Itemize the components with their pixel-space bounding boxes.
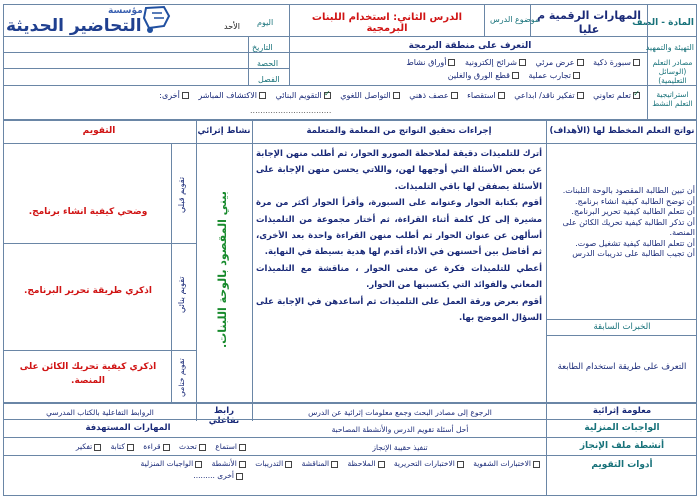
strategy-brainstorm[interactable]: [409, 91, 458, 100]
prior-value: التعرف على طريقة استخدام الطابعة: [557, 362, 687, 372]
procedure-paragraph: أقوم بكتابة الحوار وعنوانه على السبورة، وأقرأ الحوار أكثر من مرة مشيرة إلى كل كلمة أثناء القراءة، ثم أختار مجموعة من التلميذات أسألهن عن عنوان الحوار ثم أطلب منهن القراءة واحدة بعد الأخرى، ثم أفاضل بين أحسنهن في الأداء أقدم لها هدية بسيطة في النهاية.: [256, 198, 542, 258]
divider: [3, 119, 697, 121]
tool-observation[interactable]: [348, 458, 386, 470]
divider: [3, 243, 196, 244]
divider: [547, 319, 697, 320]
checkbox[interactable]: [633, 59, 640, 66]
checkbox[interactable]: [127, 444, 134, 451]
skill-thinking[interactable]: [76, 442, 102, 451]
strategy-language[interactable]: [340, 91, 400, 100]
checkbox[interactable]: [512, 72, 519, 79]
checkbox[interactable]: [573, 72, 580, 79]
tools-label: أدوات التقويم: [591, 460, 653, 470]
resource-label: تجارب عملية: [528, 71, 571, 80]
tools-dots: .........: [193, 471, 215, 480]
prep-label: التهيئة والتمهيد: [645, 43, 694, 52]
procedures-header: إجراءات تحقيق النواتج من المعلمة والمتعلمة: [306, 126, 492, 136]
checkbox[interactable]: [259, 92, 266, 99]
divider: [196, 119, 197, 421]
outcomes-header: نواتج التعلم المخطط لها (الأهداف): [549, 126, 695, 136]
divider: [289, 4, 290, 85]
tools-list: [6, 458, 544, 482]
outcome-item: أن تتعلم الطالبة كيفية تحرير البرنامج.: [571, 207, 695, 216]
checkbox[interactable]: [498, 92, 505, 99]
tool-written[interactable]: [394, 458, 465, 470]
lesson-title: الدرس الثاني: استخدام اللبنات البرمجية: [311, 12, 463, 34]
link-value: الروابط التفاعلية بالكتاب المدرسي: [46, 408, 154, 417]
divider: [547, 335, 697, 336]
divider: [248, 36, 249, 85]
info-label: معلومة إثرائية: [592, 406, 652, 416]
skill-label: قراءة: [143, 442, 161, 451]
skills-label: المهارات المستهدفة: [85, 423, 171, 433]
strategy-inquiry[interactable]: [467, 91, 506, 100]
procedure-paragraph: أقوم بعرض ورقة العمل على التلميذات ثم أساعدهن في الإجابة على السؤال الموضح بها.: [256, 296, 542, 324]
checkbox[interactable]: [199, 444, 206, 451]
file-label: أنشطة ملف الإنجاز: [579, 441, 665, 451]
tool-oral[interactable]: [473, 458, 541, 470]
checkbox[interactable]: [239, 444, 246, 451]
checkbox[interactable]: [519, 59, 526, 66]
divider: [3, 143, 697, 144]
tool-other[interactable]: [193, 470, 244, 482]
checkbox[interactable]: [393, 92, 400, 99]
divider: [3, 455, 697, 456]
checkbox[interactable]: [195, 461, 202, 468]
checkbox[interactable]: [577, 59, 584, 66]
eval-item: وضحي كيفية انشاء برنامج.: [28, 207, 148, 217]
divider: [647, 85, 648, 119]
skills-list: [6, 442, 250, 451]
strategies-list: [6, 91, 644, 100]
strategy-label: التواصل اللغوي: [340, 91, 391, 100]
procedure-paragraph: أترك للتلميذات دقيقة لملاحظة الصورو الحوار، ثم أطلب منهن الإجابة عن بعض الأسئلة التي أوجهها لهن، واللاتي يحسن منهن الإجابة على الأسئلة يصفقن لها باقي التلميذات.: [256, 149, 542, 192]
skill-writing[interactable]: [111, 442, 135, 451]
procedures-body: [256, 146, 542, 326]
checkbox[interactable]: [94, 444, 101, 451]
divider: [3, 402, 697, 404]
strategy-label: أخرى:: [159, 91, 180, 100]
outcome-item: أن توضح الطالبة كيفية انشاء برنامج.: [575, 196, 695, 206]
checkbox[interactable]: [378, 461, 385, 468]
skill-label: استماع: [215, 442, 237, 451]
checkbox[interactable]: [239, 461, 246, 468]
activity-header: نشاط إثرائي: [197, 126, 251, 136]
eval-item: اذكري كيفية تحريك الكائن على المنصة.: [19, 362, 157, 386]
resource-label: قطع الورق والغلين: [447, 71, 510, 80]
logo-line1: مؤسسة: [108, 6, 143, 16]
tool-label: الملاحظة: [347, 459, 376, 468]
resource-label: أوراق نشاط: [406, 58, 447, 67]
homework-value: أحل أسئلة تقويم الدرس والأنشطة المصاحبة: [331, 425, 469, 434]
checkbox[interactable]: [331, 461, 338, 468]
divider: [546, 402, 547, 496]
strategies-dots: ................................: [250, 106, 332, 115]
logo-line2: التحاضير الحديثة: [6, 16, 142, 36]
skill-listening[interactable]: [215, 442, 247, 451]
resources-list: [294, 56, 644, 82]
date-label: التاريخ: [252, 43, 273, 52]
tool-discussion[interactable]: [302, 458, 340, 470]
skill-speaking[interactable]: [179, 442, 207, 451]
checkbox[interactable]: [577, 92, 584, 99]
checkbox[interactable]: [324, 92, 331, 99]
checkbox[interactable]: [448, 59, 455, 66]
strategy-label: عصف ذهني: [409, 91, 449, 100]
strategy-formative[interactable]: [276, 91, 332, 100]
skill-label: تحدث: [178, 442, 197, 451]
strategy-other[interactable]: [159, 91, 190, 100]
resource-worksheets[interactable]: [406, 56, 456, 69]
resource-video[interactable]: [536, 56, 585, 69]
eval-label-pre: تقويم قبلي: [177, 176, 186, 214]
skill-label: تفكير: [75, 442, 93, 451]
resource-label: عرض مرئي: [535, 58, 575, 67]
strategy-critical[interactable]: [514, 91, 584, 100]
checkbox[interactable]: [182, 92, 189, 99]
period-label: الحصة: [257, 59, 279, 68]
file-value: تنفيذ حقيبة الإنجاز: [372, 443, 428, 452]
homework-label: الواجبات المنزلية: [584, 423, 660, 433]
divider: [3, 419, 697, 420]
strategy-label: استقصاء: [467, 91, 496, 100]
tool-label: الاختبارات التحريرية: [393, 459, 455, 468]
logo: [4, 4, 174, 38]
eval-item: اذكري طريقة تحرير البرنامج.: [24, 286, 152, 296]
prep-value: التعرف على منطقة البرمجة: [408, 41, 532, 51]
activity-text: بيني المقصود بالوحة اللبنات.: [216, 191, 229, 349]
subject-value: المهارات الرقمية م عليا: [536, 9, 642, 36]
subject-label: المادة - الصف: [632, 18, 694, 28]
divider: [3, 350, 196, 351]
info-value: الرجوع إلى مصادر البحث وجمع معلومات إثرائية عن الدرس: [308, 408, 492, 417]
eval-label-final: تقويم ختامي: [177, 358, 186, 398]
strategy-label: التقويم البنائي: [275, 91, 322, 100]
checkbox[interactable]: [451, 92, 458, 99]
resource-slides[interactable]: [465, 56, 527, 69]
skill-label: كتابة: [110, 442, 125, 451]
class-label: الفصل: [258, 75, 280, 84]
divider: [3, 68, 289, 69]
link-label: رابط تفاعلي: [208, 406, 240, 426]
eval-label-formative: تقويم بنائي: [177, 276, 186, 314]
divider: [3, 85, 697, 86]
procedure-paragraph: أعطي للتلميذات فكرة عن معنى الحوار ، مناقشة مع التلميذات المعاني والفوائد التي يكتسبنها من الحوار.: [256, 263, 542, 291]
tool-label: التدريبات: [255, 459, 284, 468]
topic-label: موضوع الدرس: [490, 15, 540, 24]
strategy-label: الاكتشاف المباشر: [198, 91, 258, 100]
resource-experiments[interactable]: [528, 69, 581, 82]
resource-smartboard[interactable]: [593, 56, 641, 69]
outcome-item: أن تذكر الطالبة كيفية تحريك الكائن على المنصة.: [562, 217, 695, 237]
tool-label: الأنشطة: [211, 459, 237, 468]
checkbox[interactable]: [533, 461, 540, 468]
resource-label: شرائح إلكترونية: [465, 58, 517, 67]
divider: [484, 4, 485, 36]
strategy-discovery[interactable]: [198, 91, 267, 100]
divider: [171, 143, 172, 402]
divider: [546, 119, 547, 402]
tool-homework[interactable]: [141, 458, 204, 470]
checkbox[interactable]: [236, 473, 243, 480]
checkbox[interactable]: [285, 461, 292, 468]
day-sunday: الأحد: [224, 22, 240, 31]
tool-label: المناقشة: [301, 459, 330, 468]
strategies-label: استراتيجية التعلم النشط: [652, 90, 693, 108]
tool-activities[interactable]: [212, 458, 247, 470]
day-label: اليوم: [257, 18, 274, 27]
strategy-label: تفكير ناقد/ ابداعي: [514, 91, 575, 100]
outcome-item: أن تبين الطالبة المقصود بالوحة التلبنات.: [562, 186, 695, 195]
outcome-item: أن تتعلم الطالبة كيفية تشغيل صوت.: [575, 238, 695, 248]
tool-label: أخرى: [217, 471, 234, 480]
checkbox[interactable]: [633, 92, 640, 99]
divider: [3, 437, 697, 438]
tool-label: الاختبارات الشفوية: [473, 459, 531, 468]
divider: [252, 119, 253, 421]
evaluation-header: التقويم: [82, 126, 116, 136]
resource-label: سبورة ذكية: [593, 58, 631, 67]
strategy-cooperative[interactable]: [593, 91, 641, 100]
prior-label: الخبرات السابقة: [593, 322, 651, 332]
tool-exercises[interactable]: [255, 458, 293, 470]
strategy-label: تعلم تعاوني: [593, 91, 631, 100]
resources-label: مصادر التعلم (الوسائل التعليمية): [652, 58, 693, 85]
skill-reading[interactable]: [143, 442, 170, 451]
resource-paper[interactable]: [448, 69, 520, 82]
checkbox[interactable]: [163, 444, 170, 451]
divider: [3, 52, 289, 53]
outcomes-list: [550, 186, 695, 260]
outcome-item: أن تجيب الطالبة على تدريبات الدرس: [572, 249, 695, 258]
checkbox[interactable]: [457, 461, 464, 468]
divider: [289, 52, 647, 53]
tool-label: الواجبات المنزلية: [140, 459, 194, 468]
